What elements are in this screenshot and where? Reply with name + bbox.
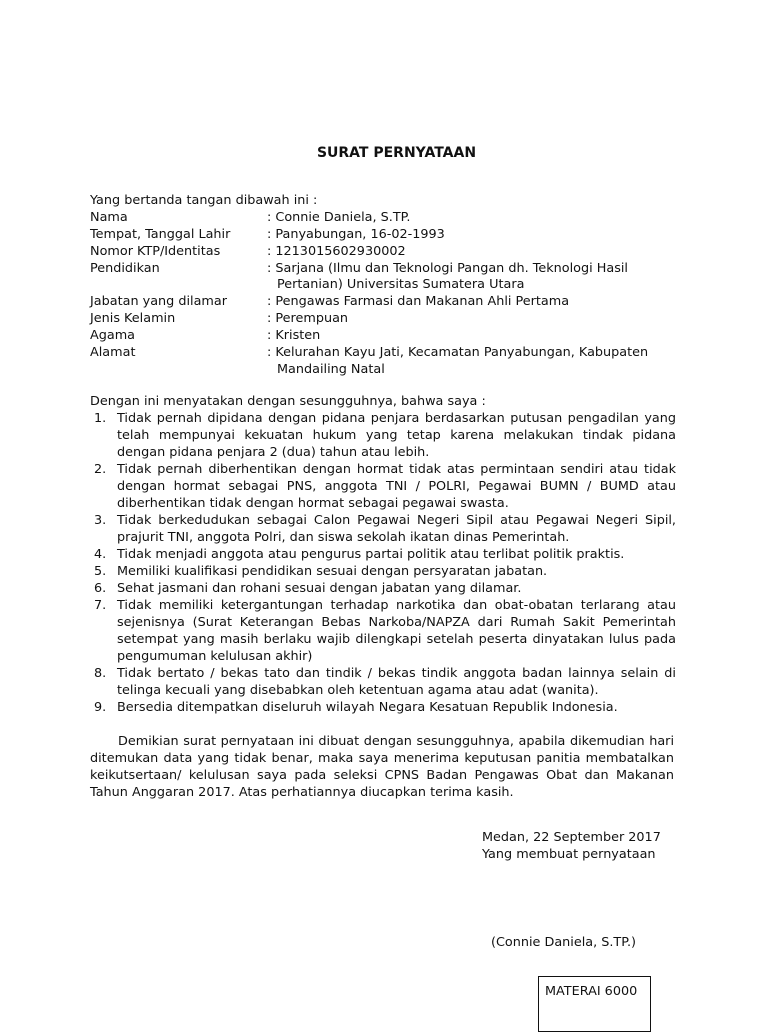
place-date: Medan, 22 September 2017 bbox=[482, 830, 661, 845]
label-nama: Nama bbox=[90, 210, 128, 225]
list-item: 1. Tidak pernah dipidana dengan pidana penjara berdasarkan putusan pengadilan yang telah mempunyai kekuatan hukum yang tetap karena melakukan tindak pidana dengan pidana penjara 2 (dua) tahun atau lebih. bbox=[94, 411, 676, 460]
list-item: 2. Tidak pernah diberhentikan dengan hormat tidak atas permintaan sendiri atau tidak dengan hormat sebagai PNS, anggota TNI / POLRI, Pegawai BUMN / BUMD atau diberhentikan tidak dengan hormat sebagai pegawai swasta. bbox=[94, 462, 676, 511]
value-ktp: : 1213015602930002 bbox=[267, 244, 406, 259]
label-ktp: Nomor KTP/Identitas bbox=[90, 244, 221, 259]
value-pendidikan-cont: Pertanian) Universitas Sumatera Utara bbox=[277, 277, 525, 292]
value-nama: : Connie Daniela, S.TP. bbox=[267, 210, 411, 225]
stamp-label: MATERAI 6000 bbox=[545, 984, 638, 999]
value-ttl: : Panyabungan, 16-02-1993 bbox=[267, 227, 445, 242]
statement-list bbox=[90, 410, 676, 716]
label-pendidikan: Pendidikan bbox=[90, 261, 160, 276]
document-title: SURAT PERNYATAAN bbox=[316, 145, 477, 161]
label-jenis-kelamin: Jenis Kelamin bbox=[90, 311, 176, 326]
label-alamat: Alamat bbox=[90, 345, 136, 360]
list-item: 9. Bersedia ditempatkan diseluruh wilayah Negara Kesatuan Republik Indonesia. bbox=[94, 700, 618, 715]
value-jenis-kelamin: : Perempuan bbox=[267, 311, 349, 326]
list-item: 4. Tidak menjadi anggota atau pengurus partai politik atau terlibat politik praktis. bbox=[94, 547, 625, 562]
statement-intro: Dengan ini menyatakan dengan sesungguhnya, bahwa saya : bbox=[90, 394, 486, 409]
list-item: 7. Tidak memiliki ketergantungan terhadap narkotika dan obat-obatan terlarang atau sejenisnya (Surat Keterangan Bebas Narkoba/NAPZA dari Rumah Sakit Pemerintah setempat yang masih berlaku wajib dilengkapi setelah peserta dinyatakan lulus pada pengumuman kelulusan akhir) bbox=[94, 598, 676, 664]
intro-text: Yang bertanda tangan dibawah ini : bbox=[90, 193, 318, 208]
value-alamat: : Kelurahan Kayu Jati, Kecamatan Panyabungan, Kabupaten bbox=[267, 345, 649, 360]
closing-paragraph: Demikian surat pernyataan ini dibuat dengan sesungguhnya, apabila dikemudian hari ditemukan data yang tidak benar, maka saya menerima keputusan panitia membatalkan keikutsertaan/ kelulusan saya pada seleksi CPNS Badan Pengawas Obat dan Makanan Tahun Anggaran 2017. Atas perhatiannya diucapkan terima kasih. bbox=[90, 734, 674, 800]
list-item: 6. Sehat jasmani dan rohani sesuai dengan jabatan yang dilamar. bbox=[94, 581, 522, 596]
value-jabatan: : Pengawas Farmasi dan Makanan Ahli Pertama bbox=[267, 294, 570, 309]
list-item: 3. Tidak berkedudukan sebagai Calon Pegawai Negeri Sipil atau Pegawai Negeri Sipil, prajurit TNI, anggota Polri, dan siswa sekolah ikatan dinas Pemerintah. bbox=[94, 513, 676, 545]
value-alamat-cont: Mandailing Natal bbox=[277, 362, 385, 377]
signer-name: (Connie Daniela, S.TP.) bbox=[491, 935, 637, 950]
signer-caption: Yang membuat pernyataan bbox=[482, 847, 656, 862]
list-item: 8. Tidak bertato / bekas tato dan tindik / bekas tindik anggota badan lainnya selain di telinga kecuali yang disebabkan oleh ketentuan agama atau adat (wanita). bbox=[94, 666, 676, 698]
label-jabatan: Jabatan yang dilamar bbox=[90, 294, 227, 309]
value-agama: : Kristen bbox=[267, 328, 321, 343]
label-ttl: Tempat, Tanggal Lahir bbox=[90, 227, 231, 242]
label-agama: Agama bbox=[90, 328, 136, 343]
list-item: 5. Memiliki kualifikasi pendidikan sesuai dengan persyaratan jabatan. bbox=[94, 564, 548, 579]
value-pendidikan: : Sarjana (Ilmu dan Teknologi Pangan dh. Teknologi Hasil bbox=[267, 261, 628, 276]
